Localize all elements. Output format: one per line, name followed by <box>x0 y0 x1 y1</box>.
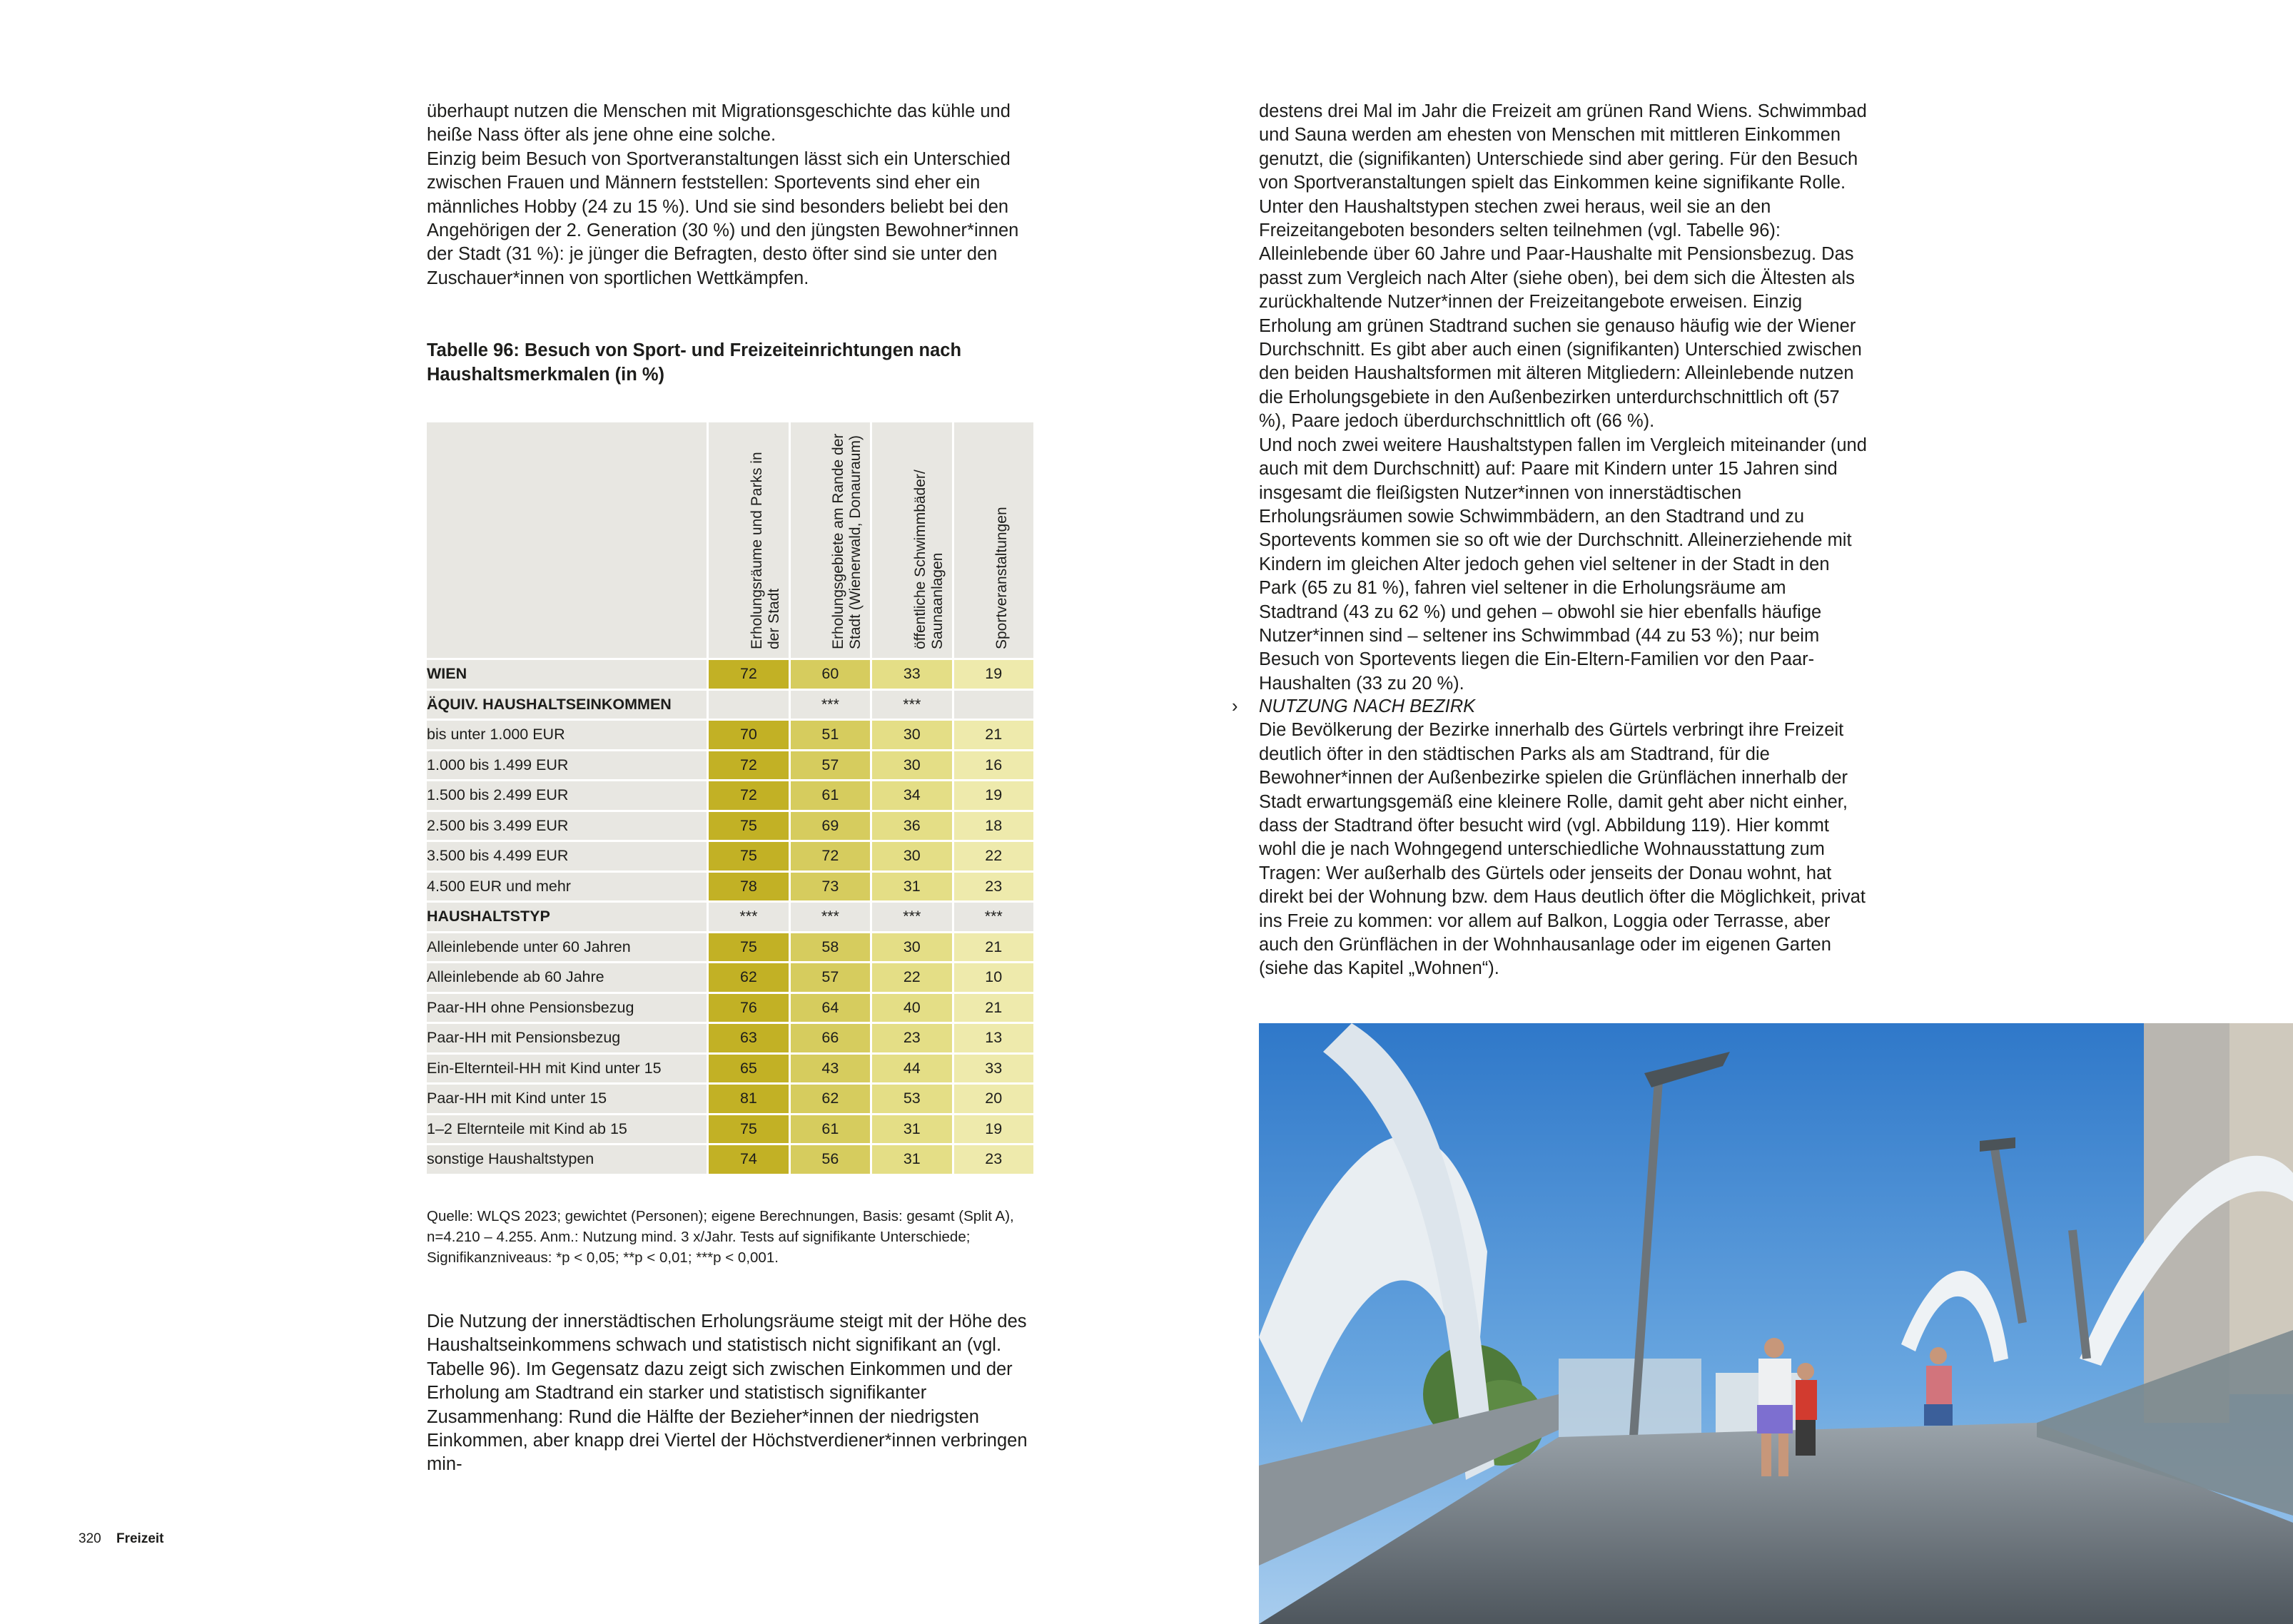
table-cell: 33 <box>953 1053 1033 1084</box>
table-cell: 33 <box>871 659 953 690</box>
table-cell: *** <box>871 902 953 933</box>
table-cell: 61 <box>789 781 871 811</box>
column-header <box>953 422 1033 659</box>
table-cell: 72 <box>708 781 789 811</box>
table-cell: 76 <box>708 993 789 1023</box>
left-column-top <box>427 100 1033 290</box>
table-cell: 57 <box>789 750 871 781</box>
table-cell: 62 <box>789 1084 871 1115</box>
table-row <box>427 1145 1033 1174</box>
table-cell: 58 <box>789 932 871 963</box>
page-number: 320 <box>79 1531 101 1546</box>
row-label: Paar-HH ohne Pensionsbezug <box>427 993 708 1023</box>
table-cell: 18 <box>953 811 1033 841</box>
table-cell <box>708 689 789 720</box>
table-cell: 70 <box>708 720 789 751</box>
table-cell: 63 <box>708 1023 789 1054</box>
paragraph: überhaupt nutzen die Menschen mit Migrationsgeschichte das kühle und heiße Nass öfter als jene ohne eine solche. <box>427 101 1011 146</box>
row-label: ÄQUIV. HAUSHALTSEINKOMMEN <box>427 689 708 720</box>
table-cell: 10 <box>953 963 1033 993</box>
data-table <box>427 422 1033 1174</box>
table-cell: 44 <box>871 1053 953 1084</box>
table-row <box>427 659 1033 690</box>
column-header <box>789 422 871 659</box>
table-cell: 31 <box>871 1145 953 1174</box>
table-cell: 40 <box>871 993 953 1023</box>
table-cell: 60 <box>789 659 871 690</box>
table-row <box>427 750 1033 781</box>
table-row <box>427 932 1033 963</box>
table-cell: 23 <box>953 1145 1033 1174</box>
table-cell: 53 <box>871 1084 953 1115</box>
table-cell: 21 <box>953 720 1033 751</box>
table-cell: 81 <box>708 1084 789 1115</box>
table-row <box>427 720 1033 751</box>
table-cell: 61 <box>789 1114 871 1145</box>
column-header-label: Erholungsgebiete am Rande der Stadt (Wienerwald, Donauraum) <box>830 433 864 649</box>
table-cell: *** <box>953 902 1033 933</box>
table-cell: 72 <box>708 750 789 781</box>
paragraph: Die Nutzung der innerstädtischen Erholungsräume steigt mit der Höhe des Haushaltseinkommens schwach und statistisch nicht signifikant an (vgl. Tabelle 96). Im Gegensatz dazu zeigt sich zwischen Einkommen und der Erholung am Stadtrand ein starker und statistisch signifikanter Zusammenhang: Rund die Hälfte der Bezieher*innen der niedrigsten Einkommen, aber knapp drei Viertel der Höchstverdiener*innen verbringen min- <box>427 1311 1028 1475</box>
table-cell: 73 <box>789 871 871 902</box>
row-label: WIEN <box>427 659 708 690</box>
table-row <box>427 902 1033 933</box>
table-cell: 30 <box>871 720 953 751</box>
section-body: Die Bevölkerung der Bezirke innerhalb des Gürtels verbringt ihre Freizeit deutlich öfter in den städtischen Parks als am Stadtrand, für die Bewohner*innen der Außenbezirke spielen die Grünflächen innerhalb der Stadt erwartungsgemäß eine kleinere Rolle, damit geht aber nicht einher, dass der Stadtrand öfter besucht wird (vgl. Abbildung 119). Hier kommt wohl die je nach Wohngegend unterschiedliche Wohnausstattung zum Tragen: Wer außerhalb des Gürtels oder jenseits der Donau wohnt, hat direkt bei der Wohnung bzw. dem Haus deutlich öfter die Möglichkeit, privat ins Freie zu kommen: vor allem auf Balkon, Loggia oder Terrasse, aber auch den Grünflächen in der Wohnhausanlage oder im eigenen Garten (siehe das Kapitel „Wohnen“). <box>1259 720 1866 979</box>
table-cell: 13 <box>953 1023 1033 1054</box>
table-cell: *** <box>789 902 871 933</box>
row-label: Ein-Elternteil-HH mit Kind unter 15 <box>427 1053 708 1084</box>
paragraph: Unter den Haushaltstypen stechen zwei heraus, weil sie an den Freizeitangeboten besonders selten teilnehmen (vgl. Tabelle 96): Alleinlebende über 60 Jahre und Paar-Haushalte mit Pensionsbezug. Das passt zum Vergleich nach Alter (siehe oben), bei dem sich die Ältesten als zurückhaltende Nutzer*innen der Freizeitangebote erweisen. Einzig Erholung am grünen Stadtrand suchen sie genauso häufig wie der Wiener Durchschnitt. Es gibt aber auch einen (signifikanten) Unterschied zwischen den beiden Haushaltsformen mit älteren Mitgliedern: Alleinlebende nutzen die Erholungsgebiete in den Außenbezirken unterdurchschnittlich oft (57 %), Paare jedoch überdurchschnittlich oft (66 %). <box>1259 196 1862 432</box>
paragraph: Einzig beim Besuch von Sportveranstaltungen lässt sich ein Unterschied zwischen Frauen und Männern feststellen: Sportevents sind eher ein männliches Hobby (24 zu 15 %). Und sie sind besonders beliebt bei den Angehörigen der 2. Generation (30 %) und den jüngsten Bewohner*innen der Stadt (31 %): je jünger die Befragten, desto öfter sind sie unter den Zuschauer*innen von sportlichen Wettkämpfen. <box>427 148 1019 288</box>
table-cell: 72 <box>708 659 789 690</box>
table-cell: *** <box>871 689 953 720</box>
row-label: HAUSHALTSTYP <box>427 902 708 933</box>
table-row <box>427 993 1033 1023</box>
table-row <box>427 1023 1033 1054</box>
header-empty-cell <box>427 422 708 659</box>
table-cell <box>953 689 1033 720</box>
table-cell: 72 <box>789 841 871 872</box>
table-row <box>427 841 1033 872</box>
column-header-label: öffentliche Schwimmbäder/ Saunaanlagen <box>911 470 946 649</box>
table-cell: 19 <box>953 1114 1033 1145</box>
table-cell: 22 <box>871 963 953 993</box>
table-cell: 34 <box>871 781 953 811</box>
bridge-photo <box>1259 1023 2293 1624</box>
row-label: bis unter 1.000 EUR <box>427 720 708 751</box>
row-label: 1.000 bis 1.499 EUR <box>427 750 708 781</box>
table-cell: 30 <box>871 841 953 872</box>
column-header <box>871 422 953 659</box>
table-row <box>427 871 1033 902</box>
table-cell: 75 <box>708 841 789 872</box>
table-row <box>427 1114 1033 1145</box>
table-cell: 66 <box>789 1023 871 1054</box>
table-cell: 43 <box>789 1053 871 1084</box>
source-note: Quelle: WLQS 2023; gewichtet (Personen); eigene Berechnungen, Basis: gesamt (Split A), n=4.210 – 4.255. Anm.: Nutzung mind. 3 x/Jahr. Tests auf signifikante Unterschiede; Signifikanzniveaus: *p < 0,05; **p < 0,01; ***p < 0,001. <box>427 1208 1014 1266</box>
table-caption: Tabelle 96: Besuch von Sport- und Freizeiteinrichtungen nach Haushaltsmerkmalen (in %) <box>427 340 962 385</box>
table-cell: 31 <box>871 1114 953 1145</box>
row-label: Alleinlebende ab 60 Jahre <box>427 963 708 993</box>
footer-section-title: Freizeit <box>116 1531 164 1546</box>
table-cell: 56 <box>789 1145 871 1174</box>
table-cell: 19 <box>953 781 1033 811</box>
table-cell: 36 <box>871 811 953 841</box>
table-cell: *** <box>708 902 789 933</box>
row-label: 4.500 EUR und mehr <box>427 871 708 902</box>
table-cell: 57 <box>789 963 871 993</box>
table-cell: 31 <box>871 871 953 902</box>
table-cell: 21 <box>953 932 1033 963</box>
row-label: 2.500 bis 3.499 EUR <box>427 811 708 841</box>
table-row <box>427 963 1033 993</box>
column-header-label: Erholungsräume und Parks in der Stadt <box>748 452 782 649</box>
table-cell: 74 <box>708 1145 789 1174</box>
table-cell: 23 <box>871 1023 953 1054</box>
table-cell: 22 <box>953 841 1033 872</box>
row-label: Alleinlebende unter 60 Jahren <box>427 932 708 963</box>
paragraph: Und noch zwei weitere Haushaltstypen fallen im Vergleich miteinander (und auch mit dem Durchschnitt) auf: Paare mit Kindern unter 15 Jahren sind insgesamt die fleißigsten Nutzer*innen von innerstädtischen Erholungsräumen sowie Schwimmbädern, an den Stadtrand und zu Sportevents kommen sie so oft wie der Durchschnitt. Alleinerziehende mit Kindern im gleichen Alter jedoch gehen viel seltener in der Stadt in den Park (65 zu 81 %), fahren viel seltener in die Erholungsräume am Stadtrand (43 zu 62 %) und gehen – obwohl sie hier ebenfalls häufige Nutzer*innen sind – seltener ins Schwimmbad (44 zu 53 %); nur beim Besuch von Sportevents liegen die Ein-Eltern-Familien vor den Paar-Haushalten (33 zu 20 %). <box>1259 435 1867 694</box>
row-label: sonstige Haushaltstypen <box>427 1145 708 1174</box>
table-row <box>427 1053 1033 1084</box>
table-cell: 20 <box>953 1084 1033 1115</box>
table-cell: 19 <box>953 659 1033 690</box>
table-cell: 62 <box>708 963 789 993</box>
row-label: Paar-HH mit Pensionsbezug <box>427 1023 708 1054</box>
table-cell: 78 <box>708 871 789 902</box>
table-cell: *** <box>789 689 871 720</box>
table-cell: 16 <box>953 750 1033 781</box>
table-row <box>427 781 1033 811</box>
table-cell: 75 <box>708 932 789 963</box>
section-heading-text: NUTZUNG NACH BEZIRK <box>1259 696 1476 716</box>
row-label: 1.500 bis 2.499 EUR <box>427 781 708 811</box>
paragraph: destens drei Mal im Jahr die Freizeit am grünen Rand Wiens. Schwimmbad und Sauna werden am ehesten von Menschen mit mittleren Einkommen genutzt, die (signifikanten) Unterschiede sind aber gering. Für den Besuch von Sportveranstaltungen spielt das Einkommen keine signifikante Rolle. <box>1259 101 1867 193</box>
left-column-bottom <box>427 1310 1033 1477</box>
column-header-label: Sportveranstaltungen <box>993 507 1011 649</box>
table-row <box>427 689 1033 720</box>
row-label: Paar-HH mit Kind unter 15 <box>427 1084 708 1115</box>
table-row <box>427 1084 1033 1115</box>
table-header-row <box>427 422 1033 659</box>
column-header <box>708 422 789 659</box>
table-cell: 30 <box>871 750 953 781</box>
table-cell: 21 <box>953 993 1033 1023</box>
table-cell: 51 <box>789 720 871 751</box>
table-cell: 30 <box>871 932 953 963</box>
section-heading <box>1232 695 1867 719</box>
table-cell: 23 <box>953 871 1033 902</box>
table-cell: 75 <box>708 1114 789 1145</box>
page-footer <box>79 1531 164 1547</box>
row-label: 3.500 bis 4.499 EUR <box>427 841 708 872</box>
table-cell: 64 <box>789 993 871 1023</box>
table-body <box>427 659 1033 1174</box>
table-cell: 69 <box>789 811 871 841</box>
table-cell: 75 <box>708 811 789 841</box>
table-row <box>427 811 1033 841</box>
chevron-right-icon: › <box>1232 696 1238 716</box>
section-nutzung-nach-bezirk <box>1232 695 1867 981</box>
right-column-top <box>1259 100 1867 696</box>
table-cell: 65 <box>708 1053 789 1084</box>
row-label: 1–2 Elternteile mit Kind ab 15 <box>427 1114 708 1145</box>
